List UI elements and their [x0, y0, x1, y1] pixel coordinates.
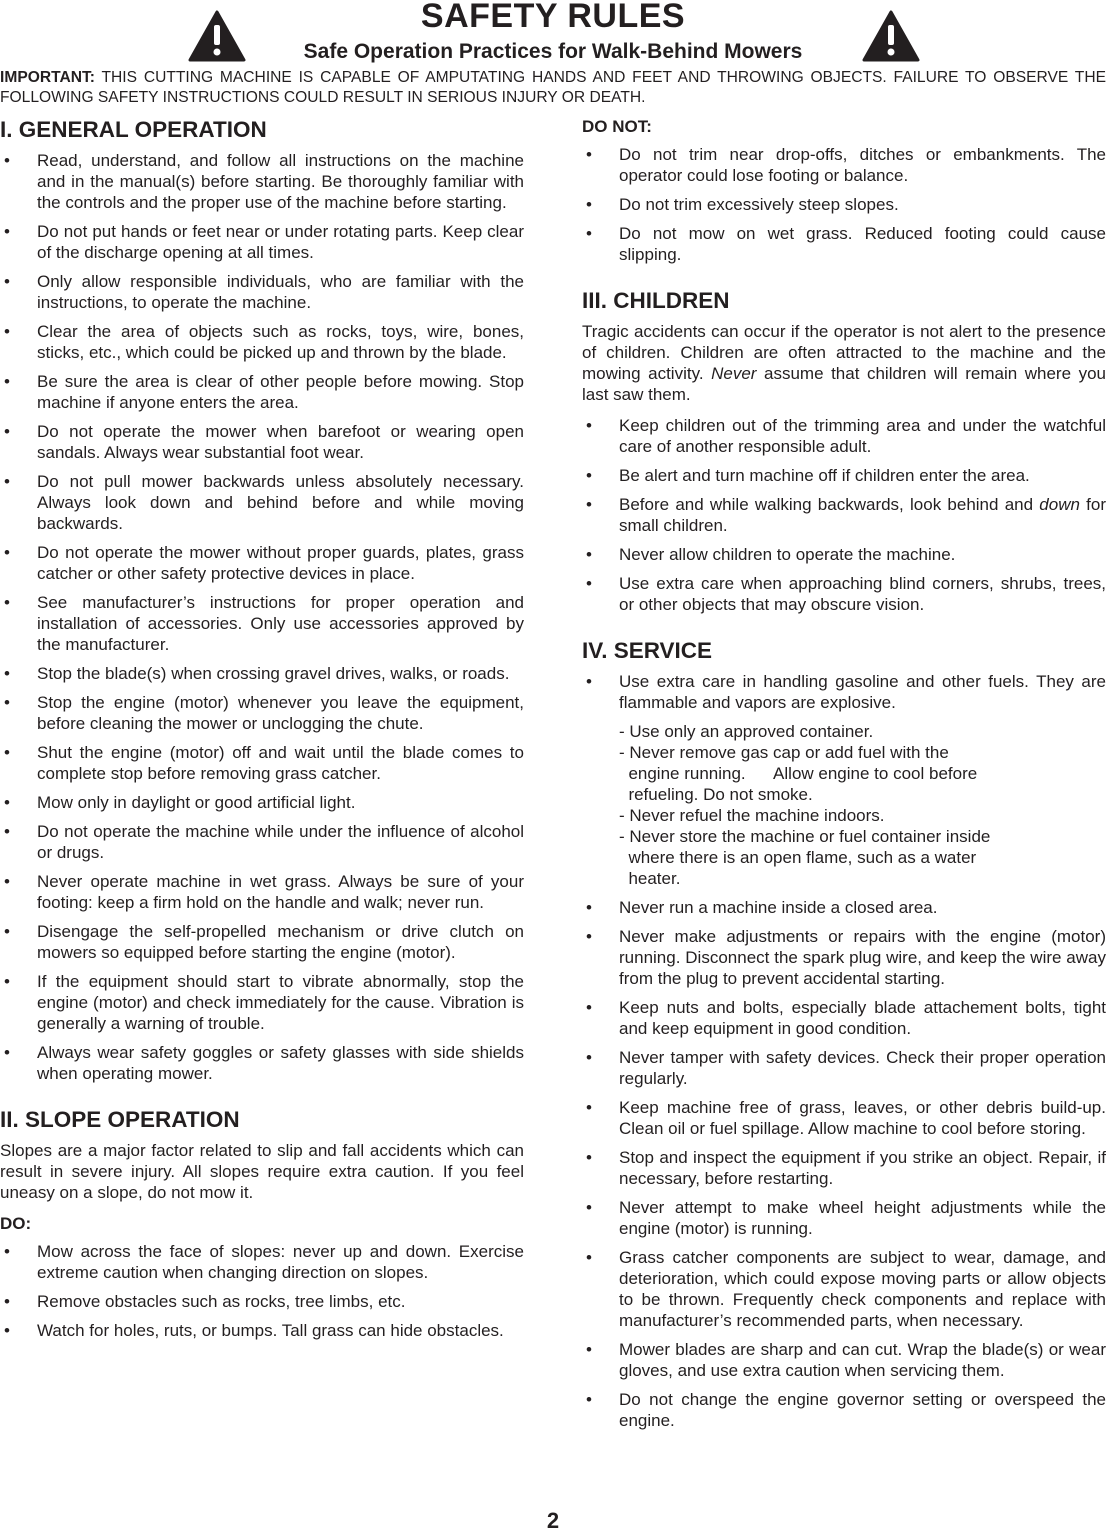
list-item: • Mower blades are sharp and can cut. Wrap the blade(s) or wear gloves, and use extra caution when servicing them. — [586, 1340, 1106, 1380]
page-title: SAFETY RULES — [420, 0, 686, 35]
list-item: • Remove obstacles such as rocks, tree limbs, etc. — [4, 1292, 406, 1311]
warning-triangle-icon — [862, 10, 920, 62]
general-list — [0, 150, 524, 1084]
list-item: • Do not mow on wet grass. Reduced footing could cause slipping. — [586, 224, 1106, 264]
list-item: • Do not change the engine governor setting or overspeed the engine. — [586, 1390, 1106, 1430]
section-heading-general: I. GENERAL OPERATION — [0, 117, 267, 142]
sub-item: heater. — [619, 869, 681, 888]
list-item: • Stop and inspect the equipment if you strike an object. Repair, if necessary, before restarting. — [586, 1148, 1106, 1188]
sub-item: where there is an open flame, such as a water — [619, 848, 977, 867]
children-intro: Tragic accidents can occur if the operator is not alert to the presence of children. Children are often attracted to the machine and the mowing activity. Never assume that children will remain where you last saw them. — [582, 322, 1106, 404]
list-item: • Do not operate the mower without proper guards, plates, grass catcher or other safety protective devices in place. — [4, 543, 524, 583]
list-item: • Grass catcher components are subject to wear, damage, and deterioration, which could expose moving parts or allow objects to be thrown. Frequently check components and replace with manufacturer’s recommended parts, when necessary. — [586, 1248, 1106, 1330]
list-item: • Before and while walking backwards, look behind and down for small children. — [586, 495, 1106, 535]
fuel-sublist — [619, 721, 1106, 889]
list-item: • Shut the engine (motor) off and wait until the blade comes to complete stop before removing grass catcher. — [4, 743, 524, 783]
children-list — [582, 415, 1106, 615]
list-item: • Never operate machine in wet grass. Always be sure of your footing: keep a firm hold on the handle and walk; never run. — [4, 872, 524, 912]
list-item: • Do not trim near drop-offs, ditches or embankments. The operator could lose footing or balance. — [586, 145, 1106, 185]
list-item: • Do not trim excessively steep slopes. — [586, 195, 899, 214]
important-label: IMPORTANT: — [0, 69, 95, 86]
list-item: • Never run a machine inside a closed area. — [586, 898, 938, 917]
list-item: • Use extra care when approaching blind corners, shrubs, trees, or other objects that may obscure vision. — [586, 574, 1106, 614]
list-item: • If the equipment should start to vibrate abnormally, stop the engine (motor) and check immediately for the cause. Vibration is generally a warning of trouble. — [4, 972, 524, 1033]
page-subtitle: Safe Operation Practices for Walk-Behind Mowers — [303, 40, 803, 63]
sub-item: - Never store the machine or fuel container inside — [619, 827, 991, 846]
list-item: • Never tamper with safety devices. Check their proper operation regularly. — [586, 1048, 1106, 1088]
sub-item: refueling. Do not smoke. — [619, 785, 813, 804]
page-number: 2 — [546, 1508, 560, 1533]
sub-item: - Never remove gas cap or add fuel with the — [619, 743, 949, 762]
left-column — [0, 116, 524, 1349]
page-header — [0, 0, 1106, 66]
list-item: • Do not operate the machine while under the influence of alcohol or drugs. — [4, 822, 524, 862]
list-item: • Never allow children to operate the machine. — [586, 545, 956, 564]
right-column — [582, 116, 1106, 1439]
list-item: • Keep children out of the trimming area and under the watchful care of another responsible adult. — [586, 416, 1106, 456]
important-notice — [0, 68, 1106, 108]
do-list — [0, 1241, 524, 1341]
important-text: THIS CUTTING MACHINE IS CAPABLE OF AMPUTATING HANDS AND FEET AND THROWING OBJECTS. FAILURE TO OBSERVE THE FOLLOWING SAFETY INSTRUCTIONS COULD RESULT IN SERIOUS INJURY OR DEATH. — [0, 69, 1106, 106]
list-item: • Watch for holes, ruts, or bumps. Tall grass can hide obstacles. — [4, 1321, 504, 1340]
list-item: • Disengage the self-propelled mechanism or drive clutch on mowers so equipped before starting the engine (motor). — [4, 922, 524, 962]
list-item: • Keep nuts and bolts, especially blade attachement bolts, tight and keep equipment in good condition. — [586, 998, 1106, 1038]
list-item: • Never make adjustments or repairs with the engine (motor) running. Disconnect the spark plug wire, and keep the wire away from the plug to prevent accidental starting. — [586, 927, 1106, 988]
sub-item: engine running. Allow engine to cool before — [619, 764, 978, 783]
list-item: • Stop the blade(s) when crossing gravel drives, walks, or roads. — [4, 664, 510, 683]
list-item: • Do not put hands or feet near or under rotating parts. Keep clear of the discharge opening at all times. — [4, 222, 524, 262]
list-item: • Only allow responsible individuals, who are familiar with the instructions, to operate the machine. — [4, 272, 524, 312]
list-item: • Always wear safety goggles or safety glasses with side shields when operating mower. — [4, 1043, 524, 1083]
list-item: • Stop the engine (motor) whenever you leave the equipment, before cleaning the mower or unclogging the chute. — [4, 693, 524, 733]
sub-item: - Never refuel the machine indoors. — [619, 806, 885, 825]
sub-item: - Use only an approved container. — [619, 722, 874, 741]
list-item: • Use extra care in handling gasoline and other fuels. They are flammable and vapors are explosive. - Use only an approved container. - Never remove gas cap or add fuel with the engine running. Allow engine to cool before refueling. Do not smoke. - Never refuel the machine indoors. - Never store the machine or fuel container inside where there is an open flame, such as a water heater. — [586, 672, 1106, 888]
list-item: • Be sure the area is clear of other people before mowing. Stop machine if anyone enters the area. — [4, 372, 524, 412]
list-item: • Be alert and turn machine off if children enter the area. — [586, 466, 1030, 485]
section-heading-slope: II. SLOPE OPERATION — [0, 1107, 240, 1132]
service-list — [582, 671, 1106, 1431]
list-item: • See manufacturer’s instructions for proper operation and installation of accessories. Only use accessories approved by the manufacturer. — [4, 593, 524, 654]
list-item: • Do not operate the mower when barefoot or wearing open sandals. Always wear substantial foot wear. — [4, 422, 524, 462]
slope-intro: Slopes are a major factor related to slip and fall accidents which can result in severe injury. All slopes require extra caution. If you feel uneasy on a slope, do not mow it. — [0, 1141, 524, 1202]
do-label: DO: — [0, 1214, 32, 1233]
list-item: • Never attempt to make wheel height adjustments while the engine (motor) is running. — [586, 1198, 1106, 1238]
list-item: • Mow only in daylight or good artificial light. — [4, 793, 356, 812]
dont-list — [582, 144, 1106, 265]
dont-label: DO NOT: — [582, 117, 652, 136]
list-item: • Read, understand, and follow all instructions on the machine and in the manual(s) before starting. Be thoroughly familiar with the controls and the proper use of the machine before starting. — [4, 151, 524, 212]
list-item: • Clear the area of objects such as rocks, toys, wire, bones, sticks, etc., which could be picked up and thrown by the blade. — [4, 322, 524, 362]
list-item: • Keep machine free of grass, leaves, or other debris build-up. Clean oil or fuel spillage. Allow machine to cool before storing. — [586, 1098, 1106, 1138]
list-item: • Do not pull mower backwards unless absolutely necessary. Always look down and behind before and while moving backwards. — [4, 472, 524, 533]
section-heading-children: III. CHILDREN — [582, 288, 730, 313]
section-heading-service: IV. SERVICE — [582, 638, 713, 663]
list-item: • Mow across the face of slopes: never up and down. Exercise extreme caution when changing direction on slopes. — [4, 1242, 524, 1282]
